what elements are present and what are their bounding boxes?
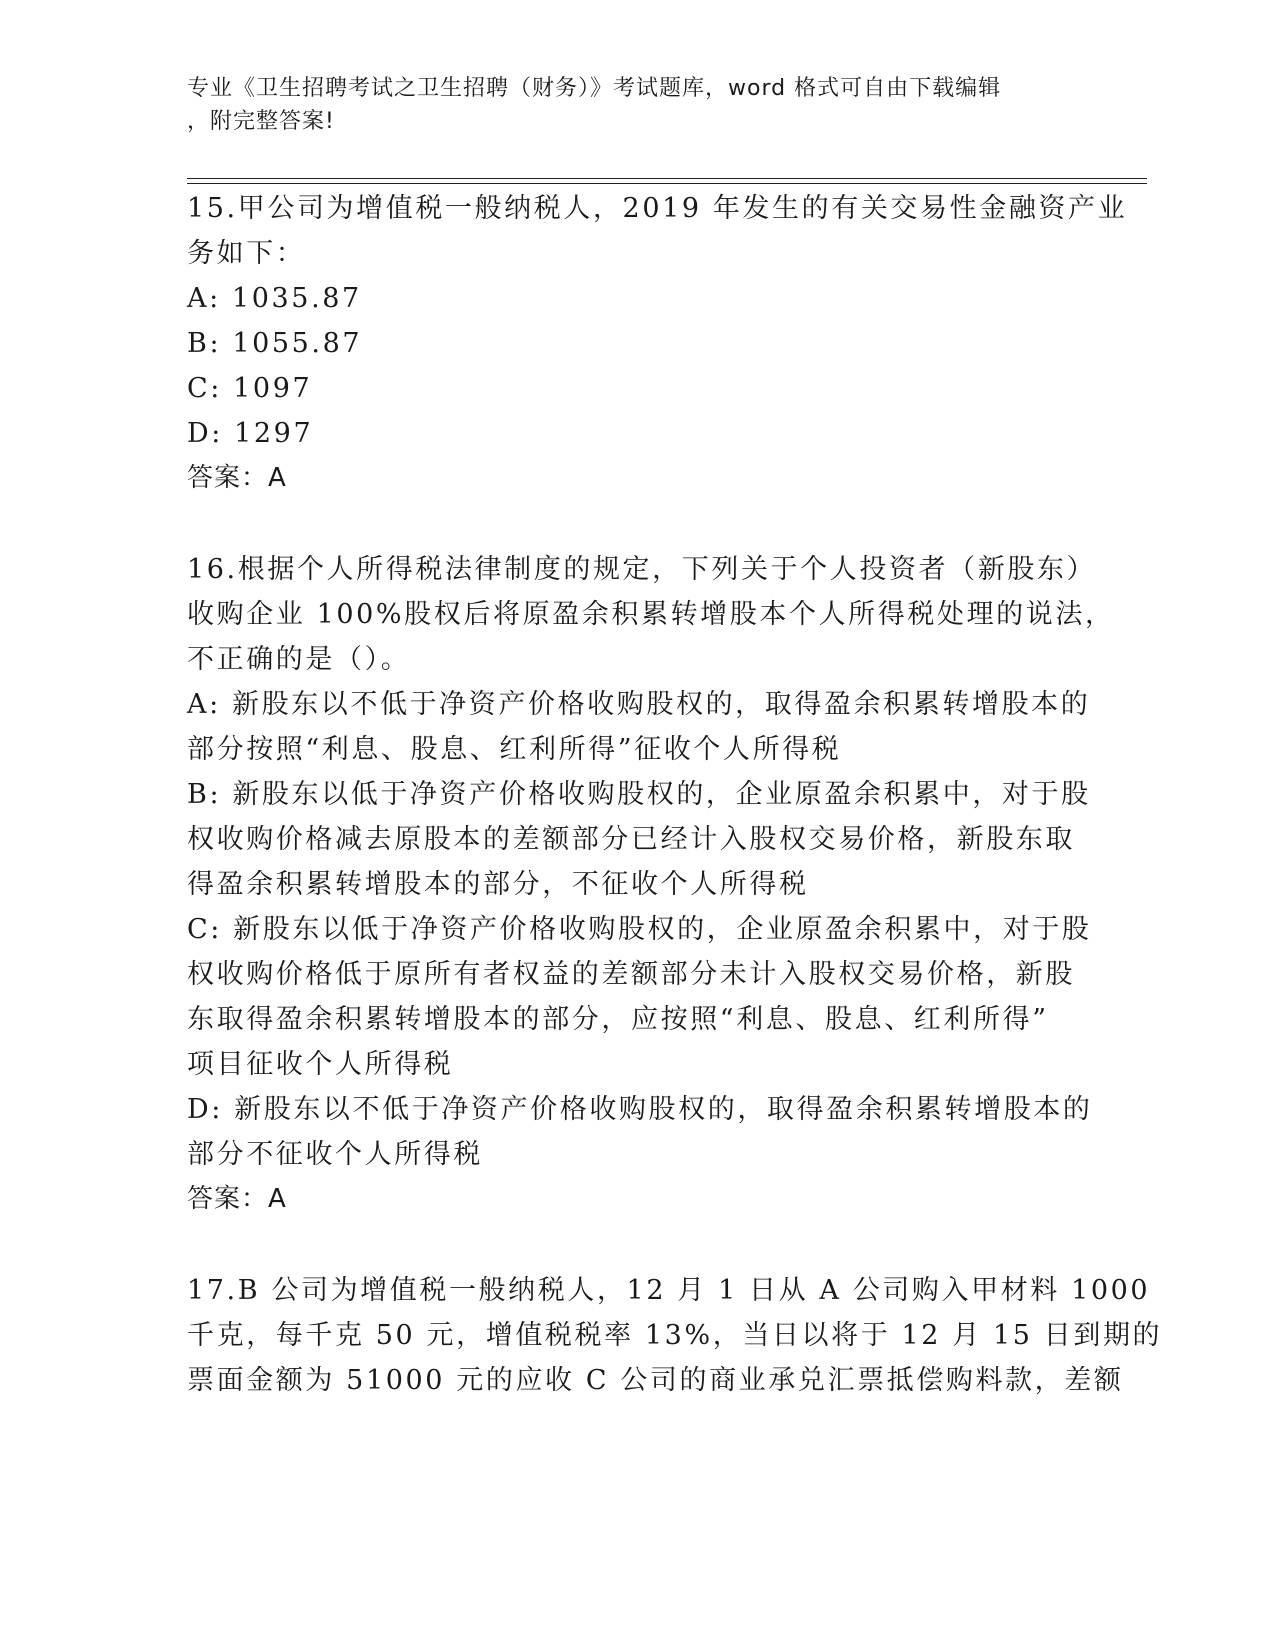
question-15	[187, 186, 1128, 501]
question-stem-line: 收购企业 100%股权后将原盈余积累转增股本个人所得税处理的说法，	[187, 599, 1115, 630]
option-d: D: 1297	[187, 418, 314, 449]
option-a-continued: 部分按照“利息、股息、红利所得”征收个人所得税	[187, 734, 842, 765]
option-b: B: 1055.87	[187, 328, 363, 359]
option-b-continued: 权收购价格减去原股本的差额部分已经计入股权交易价格，新股东取	[187, 824, 1075, 855]
spacer	[187, 501, 1087, 547]
question-stem-line: 千克，每千克 50 元，增值税税率 13%，当日以将于 12 月 15 日到期的	[187, 1320, 1163, 1351]
question-16	[187, 547, 1115, 1222]
option-c-continued: 东取得盈余积累转增股本的部分，应按照“利息、股息、红利所得”	[187, 1004, 1049, 1035]
spacer	[187, 1222, 1087, 1268]
option-d-continued: 部分不征收个人所得税	[187, 1139, 483, 1170]
option-c: C: 1097	[187, 373, 313, 404]
option-c: C: 新股东以低于净资产价格收购股权的，企业原盈余积累中，对于股	[187, 914, 1092, 945]
option-b: B: 新股东以低于净资产价格收购股权的，企业原盈余积累中，对于股	[187, 779, 1091, 810]
option-d: D: 新股东以不低于净资产价格收购股权的，取得盈余积累转增股本的	[187, 1094, 1093, 1125]
document-header	[187, 72, 1067, 138]
answer-label: 答案：A	[187, 463, 287, 493]
option-a: A: 新股东以不低于净资产价格收购股权的，取得盈余积累转增股本的	[187, 689, 1091, 720]
header-line-1: 专业《卫生招聘考试之卫生招聘（财务）》考试题库，word 格式可自由下载编辑	[187, 76, 1002, 101]
question-stem-line: 17.B 公司为增值税一般纳税人，12 月 1 日从 A 公司购入甲材料 1000	[187, 1275, 1151, 1306]
header-divider-bottom	[187, 183, 1147, 184]
question-stem-line: 不正确的是（）。	[187, 644, 411, 675]
header-line-2: ，附完整答案!	[187, 109, 335, 134]
question-stem-line: 16.根据个人所得税法律制度的规定，下列关于个人投资者（新股东）	[187, 554, 1097, 585]
question-stem-line: 票面金额为 51000 元的应收 C 公司的商业承兑汇票抵偿购料款，差额	[187, 1365, 1124, 1396]
option-b-continued: 得盈余积累转增股本的部分，不征收个人所得税	[187, 869, 809, 900]
answer-label: 答案：A	[187, 1184, 287, 1214]
question-17	[187, 1268, 1163, 1403]
option-c-continued: 权收购价格低于原所有者权益的差额部分未计入股权交易价格，新股	[187, 959, 1075, 990]
question-list	[187, 186, 1163, 1403]
question-stem-line: 务如下：	[187, 238, 306, 269]
option-c-continued: 项目征收个人所得税	[187, 1049, 454, 1080]
option-a: A: 1035.87	[187, 283, 362, 314]
header-divider-top	[187, 178, 1147, 179]
question-stem-line: 15.甲公司为增值税一般纳税人，2019 年发生的有关交易性金融资产业	[187, 193, 1128, 224]
